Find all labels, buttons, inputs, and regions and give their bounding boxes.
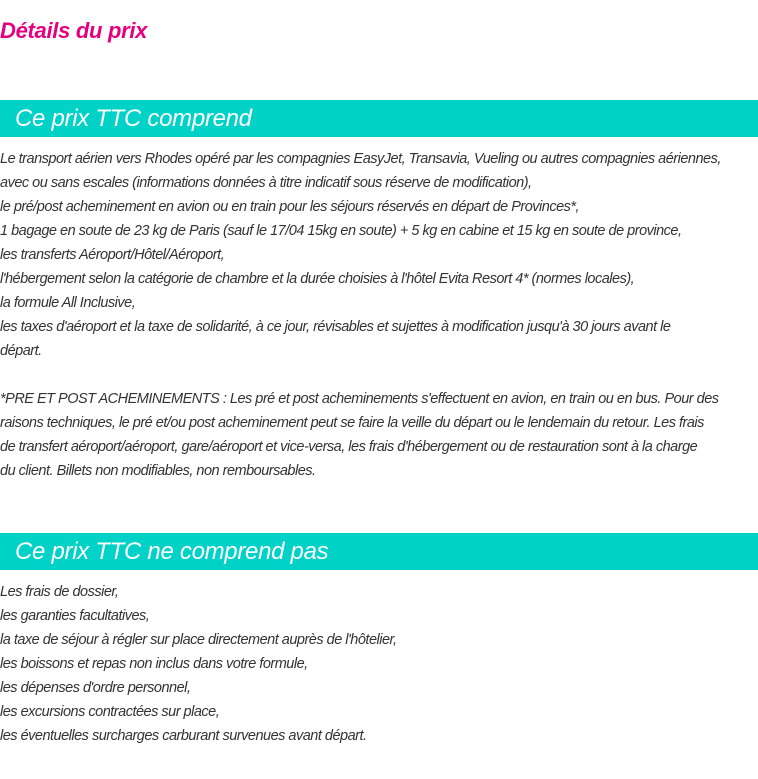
transfer-note <box>0 387 752 483</box>
included-item: 1 bagage en soute de 23 kg de Paris (sauf le 17/04 15kg en soute) + 5 kg en cabine et 15 kg en soute de province, <box>0 223 682 239</box>
note-line: de transfert aéroport/aéroport, gare/aéroport et vice-versa, les frais d'hébergement ou de restauration sont à la charge <box>0 439 698 455</box>
included-item: départ. <box>0 343 42 359</box>
page-title: Détails du prix <box>0 18 148 43</box>
included-item: les taxes d'aéroport et la taxe de solidarité, à ce jour, révisables et sujettes à modification jusqu'à 30 jours avant le <box>0 319 671 335</box>
excluded-item: les boissons et repas non inclus dans votre formule, <box>0 656 308 672</box>
excluded-item: Les frais de dossier, <box>0 584 119 600</box>
excluded-item: les excursions contractées sur place, <box>0 704 220 720</box>
excluded-item: les éventuelles surcharges carburant survenues avant départ. <box>0 728 367 744</box>
included-item: la formule All Inclusive, <box>0 295 136 311</box>
included-item: l'hébergement selon la catégorie de chambre et la durée choisies à l'hôtel Evita Resort 4* (normes locales), <box>0 271 635 287</box>
included-list <box>0 147 752 363</box>
included-item: avec ou sans escales (informations données à titre indicatif sous réserve de modification), <box>0 175 532 191</box>
note-line: du client. Billets non modifiables, non remboursables. <box>0 463 316 479</box>
included-heading: Ce prix TTC comprend <box>0 100 758 137</box>
included-item: les transferts Aéroport/Hôtel/Aéroport, <box>0 247 225 263</box>
excluded-list <box>0 580 752 748</box>
included-item: Le transport aérien vers Rhodes opéré par les compagnies EasyJet, Transavia, Vueling ou autres compagnies aériennes, <box>0 151 721 167</box>
excluded-item: la taxe de séjour à régler sur place directement auprès de l'hôtelier, <box>0 632 397 648</box>
note-line: raisons techniques, le pré et/ou post acheminement peut se faire la veille du départ ou le lendemain du retour. Les frais <box>0 415 704 431</box>
included-item: le pré/post acheminement en avion ou en train pour les séjours réservés en départ de Provinces*, <box>0 199 580 215</box>
excluded-item: les dépenses d'ordre personnel, <box>0 680 191 696</box>
note-line: *PRE ET POST ACHEMINEMENTS : Les pré et post acheminements s'effectuent en avion, en train ou en bus. Pour des <box>0 391 719 407</box>
excluded-item: les garanties facultatives, <box>0 608 150 624</box>
excluded-heading: Ce prix TTC ne comprend pas <box>0 533 758 570</box>
